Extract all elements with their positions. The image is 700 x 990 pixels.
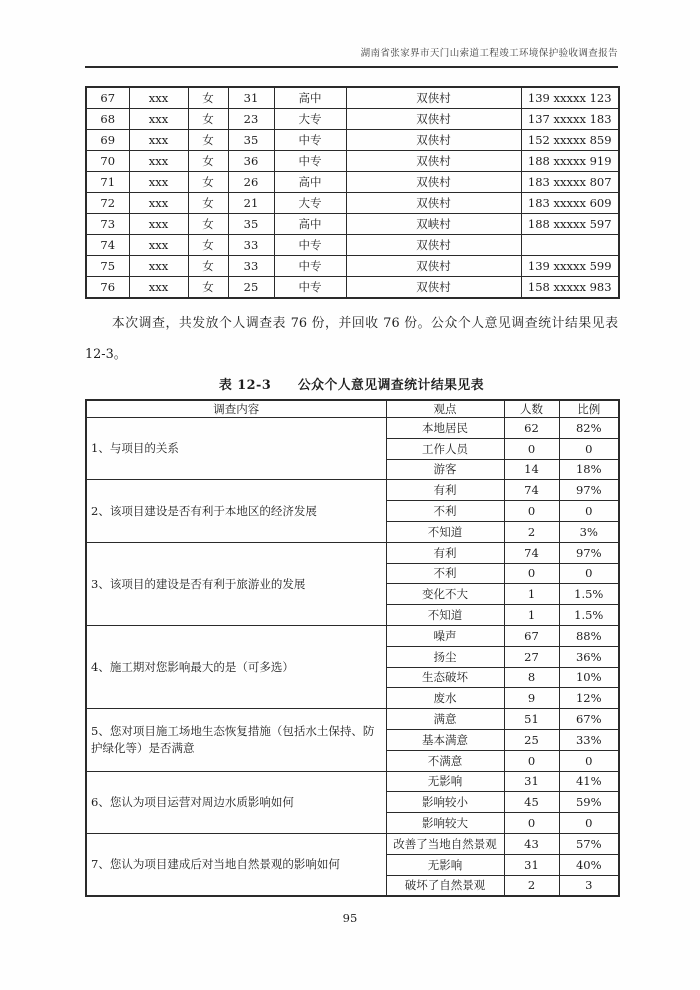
cell: 中专: [274, 130, 346, 151]
cell: 72: [86, 193, 129, 214]
ratio-cell: 10%: [559, 667, 619, 688]
option-cell: 满意: [386, 709, 504, 730]
ratio-cell: 3: [559, 875, 619, 896]
ratio-cell: 0: [559, 563, 619, 584]
count-cell: 0: [504, 563, 559, 584]
cell: xxx: [129, 130, 188, 151]
cell: 71: [86, 172, 129, 193]
table-row: [86, 87, 619, 109]
table-row: [86, 833, 619, 854]
cell: 73: [86, 214, 129, 235]
ratio-cell: 1.5%: [559, 605, 619, 626]
ratio-cell: 0: [559, 438, 619, 459]
count-cell: 14: [504, 459, 559, 480]
cell: 137 xxxxx 183: [521, 109, 619, 130]
cell: 高中: [274, 172, 346, 193]
question-cell: 2、该项目建设是否有利于本地区的经济发展: [86, 480, 386, 542]
table-row: [86, 193, 619, 214]
cell: 183 xxxxx 807: [521, 172, 619, 193]
cell: xxx: [129, 214, 188, 235]
cell: 中专: [274, 256, 346, 277]
cell: 女: [188, 193, 228, 214]
ratio-cell: 0: [559, 813, 619, 834]
cell: 女: [188, 109, 228, 130]
cell: 67: [86, 87, 129, 109]
ratio-cell: 0: [559, 750, 619, 771]
count-cell: 0: [504, 438, 559, 459]
cell: xxx: [129, 256, 188, 277]
cell: 高中: [274, 87, 346, 109]
cell: 双侠村: [346, 193, 521, 214]
ratio-cell: 88%: [559, 625, 619, 646]
cell: 中专: [274, 151, 346, 172]
cell: 女: [188, 130, 228, 151]
option-cell: 影响较小: [386, 792, 504, 813]
option-cell: 不利: [386, 563, 504, 584]
cell: 双侠村: [346, 235, 521, 256]
option-cell: 扬尘: [386, 646, 504, 667]
cell: 中专: [274, 235, 346, 256]
column-header: 人数: [504, 400, 559, 418]
intro-paragraph: 本次调查，共发放个人调查表 76 份，并回收 76 份。公众个人意见调查统计结果见表 12-3。: [85, 316, 618, 362]
cell: 26: [228, 172, 274, 193]
option-cell: 废水: [386, 688, 504, 709]
cell: 158 xxxxx 983: [521, 277, 619, 299]
cell: 双峡村: [346, 214, 521, 235]
option-cell: 无影响: [386, 854, 504, 875]
table-row: [86, 277, 619, 299]
option-cell: 不知道: [386, 605, 504, 626]
table-row: [86, 235, 619, 256]
table-row: [86, 109, 619, 130]
cell: 双侠村: [346, 109, 521, 130]
count-cell: 1: [504, 605, 559, 626]
column-header: 观点: [386, 400, 504, 418]
column-header: 调查内容: [86, 400, 386, 418]
table-row: [86, 625, 619, 646]
cell: 74: [86, 235, 129, 256]
cell: 大专: [274, 193, 346, 214]
option-cell: 噪声: [386, 625, 504, 646]
cell: 双侠村: [346, 130, 521, 151]
cell: 女: [188, 151, 228, 172]
table-row: [86, 130, 619, 151]
table-row: [86, 542, 619, 563]
cell: 139 xxxxx 123: [521, 87, 619, 109]
option-cell: 影响较大: [386, 813, 504, 834]
cell: 双侠村: [346, 151, 521, 172]
cell: xxx: [129, 151, 188, 172]
count-cell: 74: [504, 542, 559, 563]
cell: 76: [86, 277, 129, 299]
option-cell: 有利: [386, 542, 504, 563]
option-cell: 本地居民: [386, 418, 504, 439]
table-row: [86, 214, 619, 235]
table-row: [86, 771, 619, 792]
ratio-cell: 33%: [559, 729, 619, 750]
option-cell: 破坏了自然景观: [386, 875, 504, 896]
survey-table-body: [86, 418, 619, 897]
count-cell: 8: [504, 667, 559, 688]
question-cell: 6、您认为项目运营对周边水质影响如何: [86, 771, 386, 833]
cell: 36: [228, 151, 274, 172]
column-header: 比例: [559, 400, 619, 418]
ratio-cell: 57%: [559, 833, 619, 854]
cell: 女: [188, 214, 228, 235]
cell: 68: [86, 109, 129, 130]
cell: 139 xxxxx 599: [521, 256, 619, 277]
ratio-cell: 12%: [559, 688, 619, 709]
table-caption: 表 12-3 公众个人意见调查统计结果见表: [218, 378, 485, 393]
count-cell: 9: [504, 688, 559, 709]
table-row: [86, 709, 619, 730]
option-cell: 基本满意: [386, 729, 504, 750]
cell: 188 xxxxx 919: [521, 151, 619, 172]
ratio-cell: 97%: [559, 480, 619, 501]
cell: xxx: [129, 193, 188, 214]
cell: 33: [228, 256, 274, 277]
survey-header-row: [86, 400, 619, 418]
cell: 女: [188, 256, 228, 277]
count-cell: 2: [504, 521, 559, 542]
ratio-cell: 41%: [559, 771, 619, 792]
table-row: [86, 480, 619, 501]
cell: 女: [188, 277, 228, 299]
cell: 70: [86, 151, 129, 172]
respondents-table: [85, 86, 620, 299]
cell: 33: [228, 235, 274, 256]
cell: 35: [228, 130, 274, 151]
ratio-cell: 59%: [559, 792, 619, 813]
table-row: [86, 151, 619, 172]
option-cell: 有利: [386, 480, 504, 501]
survey-results-table: [85, 399, 620, 897]
cell: 183 xxxxx 609: [521, 193, 619, 214]
cell: xxx: [129, 172, 188, 193]
cell: 152 xxxxx 859: [521, 130, 619, 151]
cell: 高中: [274, 214, 346, 235]
cell: 69: [86, 130, 129, 151]
ratio-cell: 97%: [559, 542, 619, 563]
ratio-cell: 0: [559, 501, 619, 522]
count-cell: 0: [504, 750, 559, 771]
cell: 双侠村: [346, 172, 521, 193]
cell: xxx: [129, 87, 188, 109]
ratio-cell: 67%: [559, 709, 619, 730]
cell: 25: [228, 277, 274, 299]
cell: 188 xxxxx 597: [521, 214, 619, 235]
question-cell: 5、您对项目施工场地生态恢复措施（包括水土保持、防护绿化等）是否满意: [86, 709, 386, 771]
cell: 35: [228, 214, 274, 235]
count-cell: 31: [504, 771, 559, 792]
count-cell: 43: [504, 833, 559, 854]
cell: 双侠村: [346, 277, 521, 299]
cell: 女: [188, 87, 228, 109]
table-row: [86, 172, 619, 193]
option-cell: 不利: [386, 501, 504, 522]
page-number: 95: [342, 911, 358, 925]
cell: 双侠村: [346, 87, 521, 109]
ratio-cell: 18%: [559, 459, 619, 480]
option-cell: 不知道: [386, 521, 504, 542]
cell: 中专: [274, 277, 346, 299]
cell: xxx: [129, 277, 188, 299]
count-cell: 67: [504, 625, 559, 646]
header-divider: [85, 66, 618, 68]
question-cell: 3、该项目的建设是否有利于旅游业的发展: [86, 542, 386, 625]
cell: 21: [228, 193, 274, 214]
count-cell: 0: [504, 813, 559, 834]
cell: 75: [86, 256, 129, 277]
count-cell: 2: [504, 875, 559, 896]
ratio-cell: 1.5%: [559, 584, 619, 605]
cell: xxx: [129, 109, 188, 130]
cell: xxx: [129, 235, 188, 256]
question-cell: 1、与项目的关系: [86, 418, 386, 480]
question-cell: 4、施工期对您影响最大的是（可多选）: [86, 625, 386, 708]
count-cell: 25: [504, 729, 559, 750]
count-cell: 0: [504, 501, 559, 522]
count-cell: 1: [504, 584, 559, 605]
option-cell: 不满意: [386, 750, 504, 771]
cell: 31: [228, 87, 274, 109]
count-cell: 51: [504, 709, 559, 730]
count-cell: 62: [504, 418, 559, 439]
cell: 女: [188, 235, 228, 256]
cell: 双侠村: [346, 256, 521, 277]
option-cell: 游客: [386, 459, 504, 480]
option-cell: 生态破坏: [386, 667, 504, 688]
option-cell: 无影响: [386, 771, 504, 792]
option-cell: 改善了当地自然景观: [386, 833, 504, 854]
ratio-cell: 82%: [559, 418, 619, 439]
question-cell: 7、您认为项目建成后对当地自然景观的影响如何: [86, 833, 386, 896]
cell: 女: [188, 172, 228, 193]
table-row: [86, 418, 619, 439]
ratio-cell: 40%: [559, 854, 619, 875]
table-row: [86, 256, 619, 277]
count-cell: 74: [504, 480, 559, 501]
option-cell: 变化不大: [386, 584, 504, 605]
cell: 大专: [274, 109, 346, 130]
ratio-cell: 3%: [559, 521, 619, 542]
respondents-table-body: [86, 87, 619, 298]
count-cell: 27: [504, 646, 559, 667]
cell: 23: [228, 109, 274, 130]
ratio-cell: 36%: [559, 646, 619, 667]
count-cell: 31: [504, 854, 559, 875]
running-header: 湖南省张家界市天门山索道工程竣工环境保护验收调查报告: [360, 48, 618, 59]
option-cell: 工作人员: [386, 438, 504, 459]
count-cell: 45: [504, 792, 559, 813]
cell: [521, 235, 619, 256]
